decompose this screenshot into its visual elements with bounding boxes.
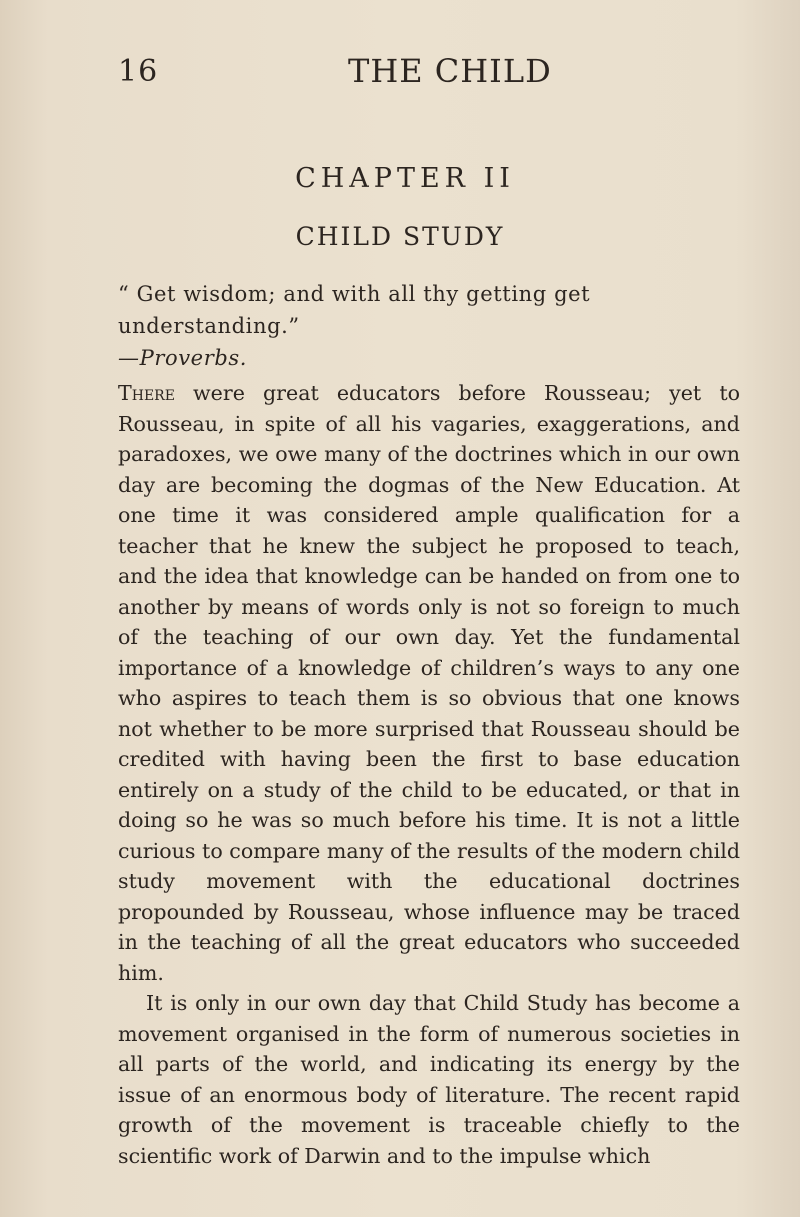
running-title: THE CHILD [348,52,552,90]
body-text [118,378,740,1171]
running-head [118,52,738,96]
paragraph-1-text: were great educators before Rousseau; yet to Rousseau, in spite of all his vagaries, exaggerations, and paradoxes, we owe many of the doctrines which in our own day are becoming the dogmas of the New Education. At one time it was considered ample qualification for a teacher that he knew the subject he proposed to teach, and the idea that knowledge can be handed on from one to another by means of words only is not so foreign to much of the teaching of our own day. Yet the fundamental importance of a knowledge of children’s ways to any one who aspires to teach them is so obvious that one knows not whether to be more surprised that Rousseau should be credited with having been the first to base education entirely on a study of the child to be educated, or that in doing so he was so much before his time. It is not a little curious to compare many of the results of the modern child study movement with the educational doctrines propounded by Rousseau, whose influence may be traced in the teaching of all the great educators who succeeded him. [118,381,740,985]
paragraph-1 [118,378,740,988]
epigraph-quote: “ Get wisdom; and with all thy getting get understanding.” [118,282,591,338]
chapter-heading: CHAPTER II [295,163,515,194]
chapter-subheading: CHILD STUDY [295,222,505,251]
paragraph-lead-word: There [118,381,175,405]
epigraph-attribution: —Proverbs. [118,346,248,370]
paragraph-2: It is only in our own day that Child Study has become a movement organised in the form of numerous societies in all parts of the world, and indicating its energy by the issue of an enormous body of literature. The recent rapid growth of the movement is traceable chiefly to the scientific work of Darwin and to the impulse which [118,991,740,1168]
epigraph [118,278,748,374]
page-number: 16 [118,54,159,89]
